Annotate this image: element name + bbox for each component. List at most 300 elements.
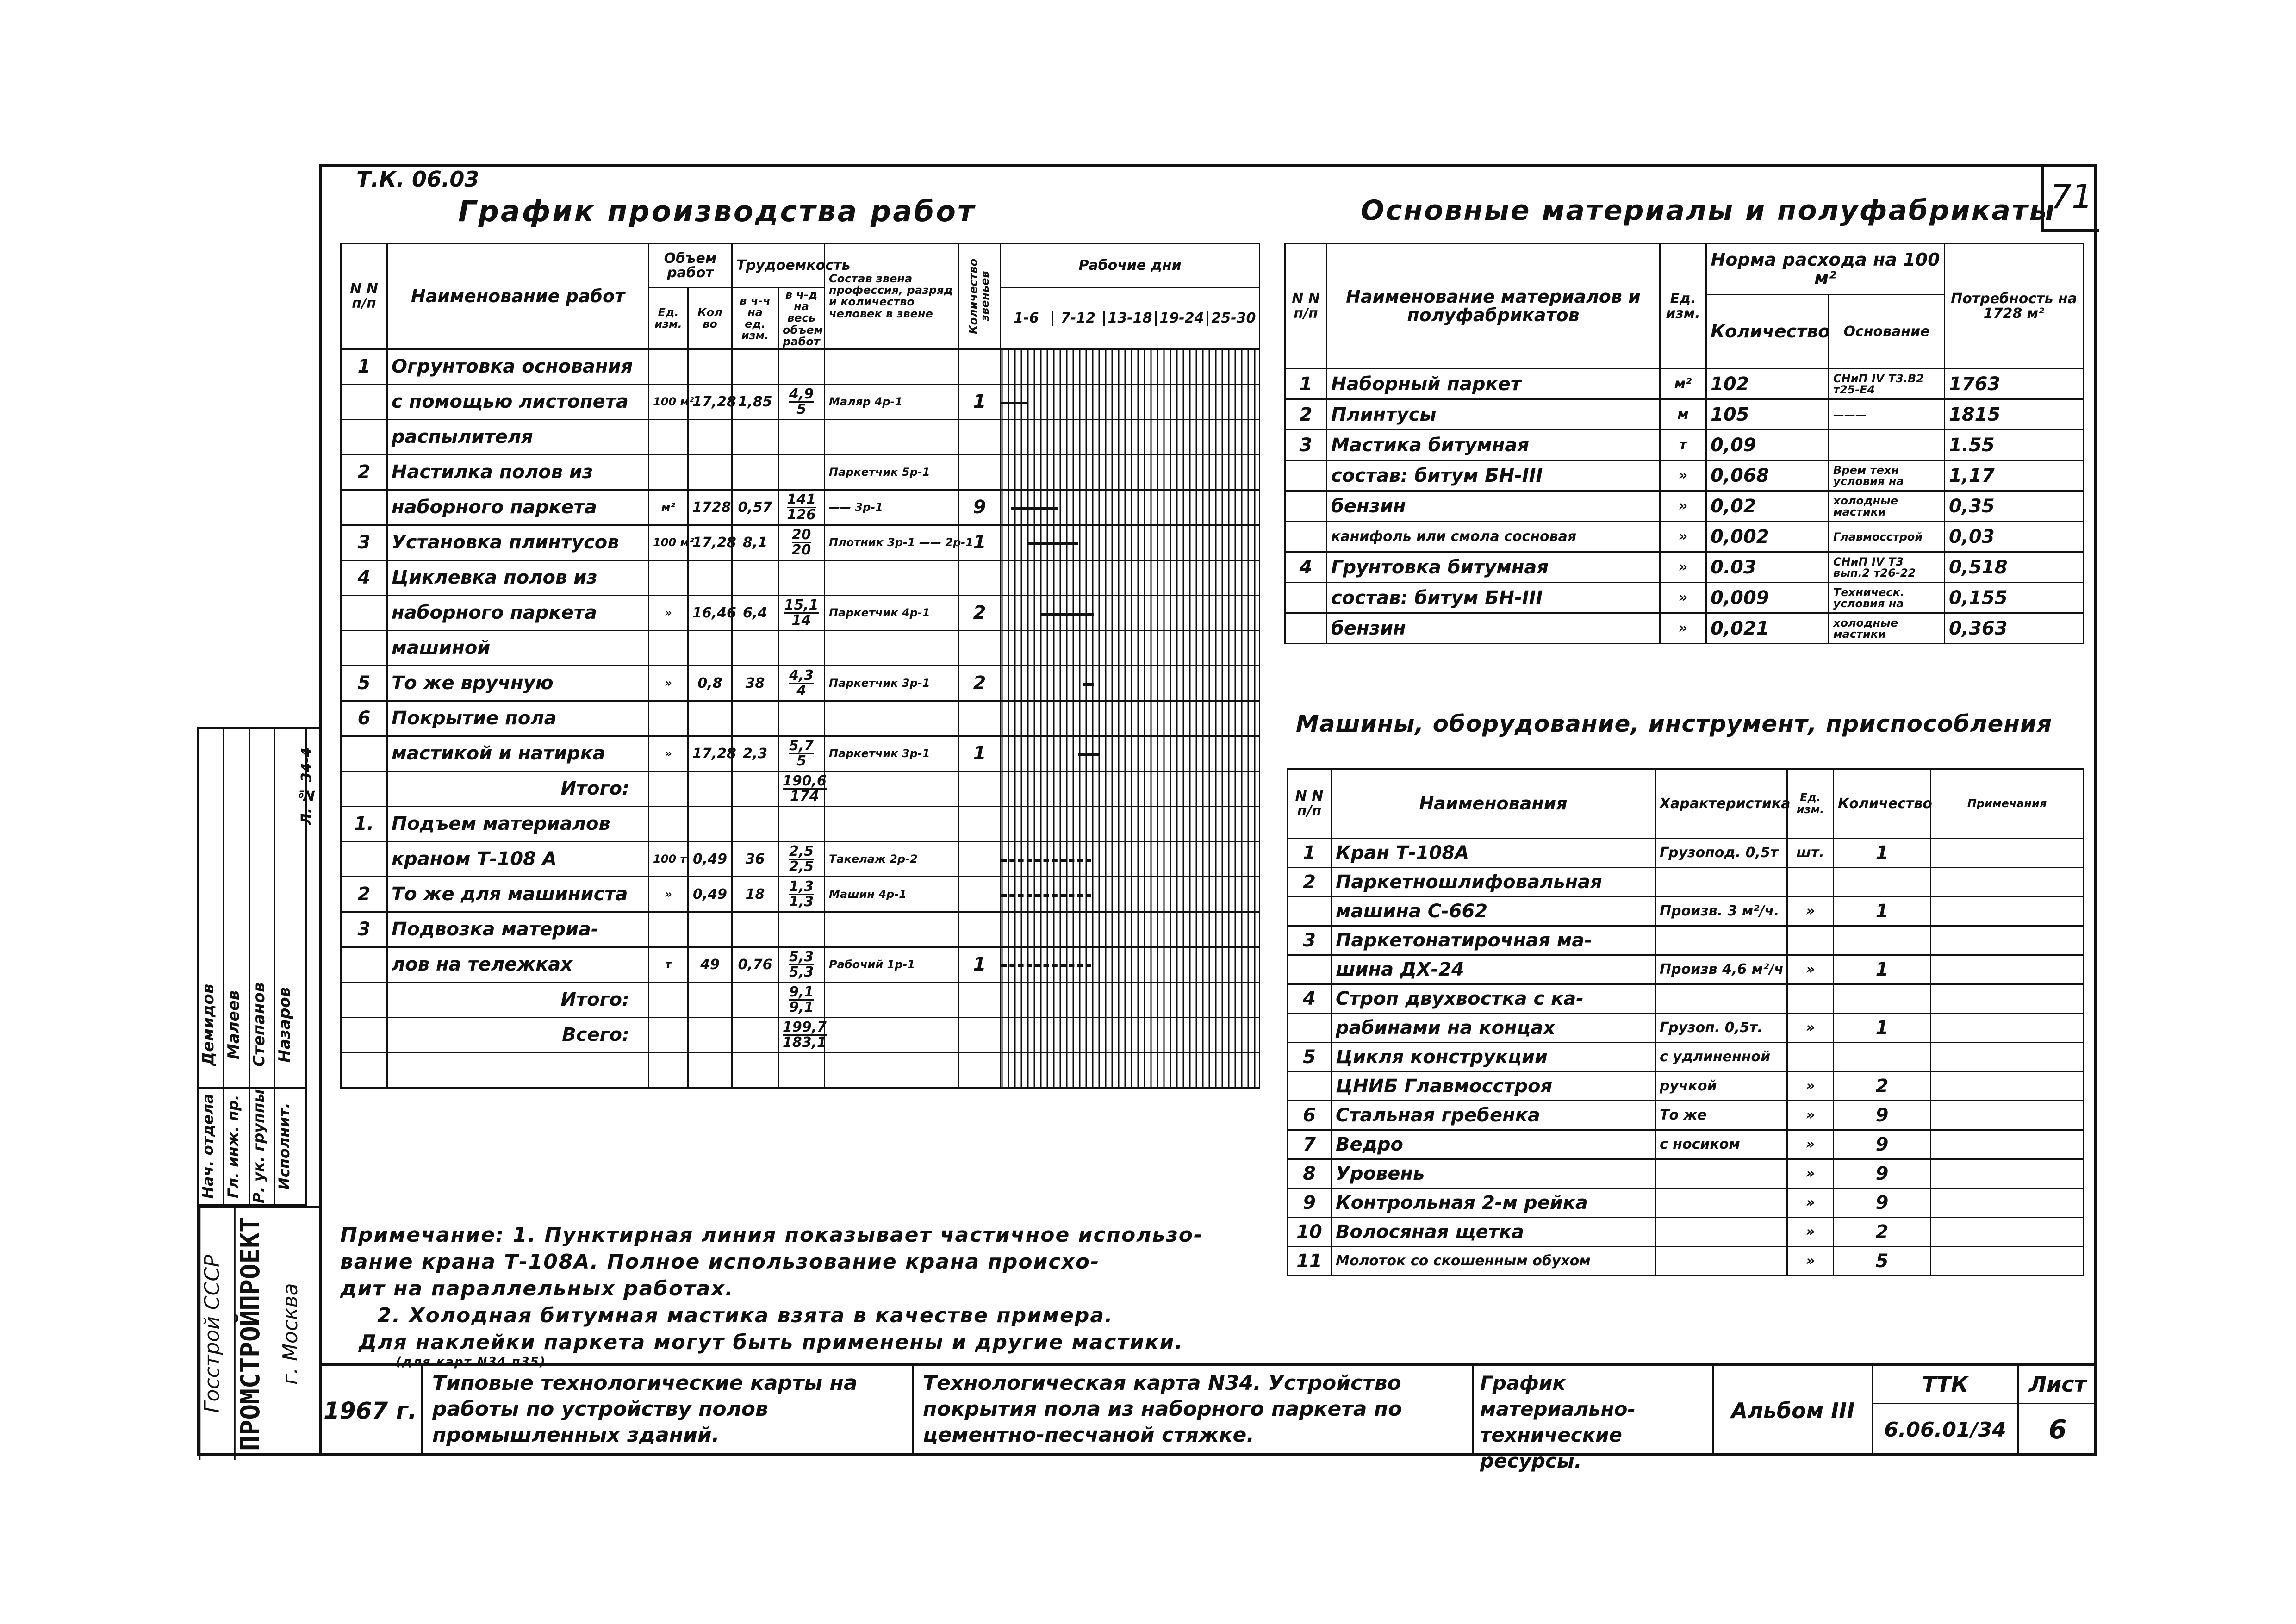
mat-col-name: Наименование материалов и полуфабрикатов <box>1327 244 1660 369</box>
machine-row <box>1288 1218 2084 1247</box>
qty <box>688 806 732 841</box>
row-num <box>341 630 387 666</box>
mach-unit: шт. <box>1787 839 1834 868</box>
note-line-6: (для карт N34 п35) <box>396 1355 546 1369</box>
mat-col-basis: Основание <box>1829 295 1945 369</box>
mach-note <box>1931 839 2084 868</box>
mat-num <box>1285 522 1327 552</box>
labor-total <box>778 912 825 947</box>
unit <box>649 560 688 595</box>
machine-row <box>1288 1130 2084 1159</box>
material-row <box>1285 522 2084 552</box>
labor-unit <box>732 454 778 490</box>
mat-basis: ——— <box>1829 399 1945 430</box>
mach-name: ЦНИБ Главмосстроя <box>1332 1072 1655 1101</box>
day-cells <box>1001 560 1260 595</box>
labor-total <box>778 982 825 1017</box>
crew: —— 3р-1 <box>825 490 959 525</box>
row-num <box>341 982 387 1017</box>
row-num: 2 <box>341 454 387 490</box>
schedule-bar <box>1001 402 1027 404</box>
crews-count: 1 <box>959 736 1001 771</box>
crew <box>825 982 959 1017</box>
labor-fraction <box>789 950 814 979</box>
stamp-signature <box>224 729 249 962</box>
mach-note <box>1931 1043 2084 1072</box>
schedule-body <box>341 349 1260 1088</box>
crews-count <box>959 560 1001 595</box>
labor-unit <box>732 912 778 947</box>
unit <box>649 1017 688 1052</box>
mat-basis: СНиП IV Т3.В2 т25-Е4 <box>1829 369 1945 399</box>
schedule-row <box>341 490 1260 525</box>
crews-count <box>959 982 1001 1017</box>
qty: 0,8 <box>688 666 732 701</box>
unit: » <box>649 595 688 630</box>
crews-count: 2 <box>959 666 1001 701</box>
tb-card: Технологическая карта N34. Устройство покрытия пола из наборного паркета по цементно-песчаной стяжке. <box>914 1366 1474 1456</box>
crews-count: 1 <box>959 525 1001 560</box>
labor-fraction <box>789 880 814 909</box>
mach-unit: » <box>1787 1247 1834 1276</box>
schedule-row <box>341 1052 1260 1088</box>
mach-qty: 1 <box>1834 955 1931 984</box>
tb-ttk <box>1873 1366 2019 1456</box>
unit: » <box>649 666 688 701</box>
labor-actual: 5 <box>796 753 806 769</box>
unit: м² <box>649 490 688 525</box>
labor-unit: 1,85 <box>732 384 778 419</box>
mat-unit: » <box>1660 552 1706 583</box>
mach-unit <box>1787 984 1834 1014</box>
mat-need: 0,03 <box>1945 522 2084 552</box>
qty: 49 <box>688 947 732 982</box>
mach-unit: » <box>1787 1072 1834 1101</box>
crew: Такелаж 2р-2 <box>825 841 959 877</box>
day-cells <box>1001 701 1260 736</box>
machine-row <box>1288 1043 2084 1072</box>
col-crews-count <box>959 244 1001 349</box>
day-cells <box>1001 349 1260 384</box>
crew: Паркетчик 4р-1 <box>825 595 959 630</box>
mat-need: 0,363 <box>1945 613 2084 644</box>
stamp-role: Нач. отдела <box>199 1089 223 1206</box>
mat-unit: » <box>1660 460 1706 491</box>
unit <box>649 349 688 384</box>
labor-total <box>778 454 825 490</box>
work-name: То же вручную <box>387 666 649 701</box>
labor-normative: 1,3 <box>789 878 814 895</box>
unit <box>649 701 688 736</box>
mach-note <box>1931 1014 2084 1043</box>
mach-qty: 9 <box>1834 1159 1931 1188</box>
crew <box>825 1017 959 1052</box>
labor-total <box>778 560 825 595</box>
labor-unit <box>732 771 778 806</box>
col-days: Рабочие дни <box>1001 244 1260 288</box>
labor-unit <box>732 419 778 454</box>
labor-actual: 20 <box>791 541 811 558</box>
mach-name: шина ДХ-24 <box>1332 955 1655 984</box>
labor-total <box>778 771 825 806</box>
mach-char <box>1655 926 1787 955</box>
mach-num: 1 <box>1288 839 1332 868</box>
machine-row <box>1288 868 2084 897</box>
row-num <box>341 771 387 806</box>
machine-row <box>1288 1188 2084 1218</box>
tb-sheet <box>2019 1366 2097 1456</box>
day-cells <box>1001 982 1260 1017</box>
labor-total <box>778 490 825 525</box>
mat-basis: холодные мастики <box>1829 491 1945 522</box>
tb-ttk-code: 6.06.01/34 <box>1884 1418 2006 1442</box>
labor-unit: 6,4 <box>732 595 778 630</box>
mach-note <box>1931 1188 2084 1218</box>
day-cells <box>1001 384 1260 419</box>
mach-unit: » <box>1787 1188 1834 1218</box>
day-cells <box>1001 771 1260 806</box>
tb-series: Типовые технологические карты на работы по устройству полов промышленных зданий. <box>423 1366 914 1456</box>
labor-normative: 4,9 <box>789 386 814 402</box>
labor-fraction <box>792 528 811 557</box>
stamp-signature <box>199 729 223 962</box>
schedule-bar <box>1001 859 1091 862</box>
labor-actual: 183,1 <box>783 1034 827 1051</box>
mach-col-num: N N п/п <box>1288 769 1332 839</box>
mach-name: Строп двухвостка с ка- <box>1332 984 1655 1014</box>
doc-code: Т.К. 06.03 <box>356 167 479 192</box>
labor-unit: 18 <box>732 877 778 912</box>
labor-unit <box>732 1052 778 1088</box>
labor-actual: 9,1 <box>789 999 814 1015</box>
labor-actual: 1,3 <box>789 893 814 910</box>
crew <box>825 806 959 841</box>
row-num <box>341 595 387 630</box>
schedule-row <box>341 947 1260 982</box>
mach-char <box>1655 868 1787 897</box>
crew <box>825 912 959 947</box>
unit <box>649 912 688 947</box>
mat-col-unit: Ед. изм. <box>1660 244 1706 369</box>
labor-fraction <box>789 387 814 417</box>
stamp-role: Исполнит. <box>275 1089 305 1206</box>
crew <box>825 349 959 384</box>
qty <box>688 1052 732 1088</box>
stamp-role: Гл. инж. пр. <box>224 1089 249 1206</box>
labor-normative: 5,7 <box>789 737 814 754</box>
mach-num: 5 <box>1288 1043 1332 1072</box>
labor-total <box>778 701 825 736</box>
material-row <box>1285 399 2084 430</box>
unit: » <box>649 736 688 771</box>
mach-name: Паркетношлифовальная <box>1332 868 1655 897</box>
qty <box>688 454 732 490</box>
labor-unit: 38 <box>732 666 778 701</box>
material-row <box>1285 491 2084 522</box>
unit <box>649 806 688 841</box>
labor-fraction <box>789 739 814 768</box>
labor-total <box>778 806 825 841</box>
mach-num: 10 <box>1288 1218 1332 1247</box>
mat-col-need: Потребность на 1728 м² <box>1945 244 2084 369</box>
row-num: 6 <box>341 701 387 736</box>
mach-name: Кран Т-108А <box>1332 839 1655 868</box>
mat-num: 1 <box>1285 369 1327 399</box>
mach-unit: » <box>1787 1218 1834 1247</box>
mach-qty: 9 <box>1834 1130 1931 1159</box>
mach-unit <box>1787 926 1834 955</box>
work-name: Всего: <box>387 1017 649 1052</box>
machines-body <box>1288 839 2084 1276</box>
mach-num <box>1288 1014 1332 1043</box>
mach-note <box>1931 897 2084 926</box>
col-crew: Состав звена профессия, разряд и количество человек в звене <box>825 244 959 349</box>
mach-name: Молоток со скошенным обухом <box>1332 1247 1655 1276</box>
labor-normative: 4,3 <box>789 667 814 684</box>
labor-normative: 141 <box>787 491 816 508</box>
stamp-signature <box>250 729 274 962</box>
labor-fraction <box>783 1020 827 1050</box>
schedule-row <box>341 1017 1260 1052</box>
mach-note <box>1931 926 2084 955</box>
mach-name: Волосяная щетка <box>1332 1218 1655 1247</box>
day-cells <box>1001 736 1260 771</box>
materials-body <box>1285 369 2084 644</box>
mach-char: ручкой <box>1655 1072 1787 1101</box>
schedule-row <box>341 736 1260 771</box>
crew: Маляр 4р-1 <box>825 384 959 419</box>
labor-unit: 0,76 <box>732 947 778 982</box>
mach-num <box>1288 955 1332 984</box>
mat-num <box>1285 491 1327 522</box>
mach-char <box>1655 984 1787 1014</box>
mat-unit: т <box>1660 430 1706 460</box>
mach-char: с удлиненной <box>1655 1043 1787 1072</box>
labor-total <box>778 666 825 701</box>
mat-col-norm: Норма расхода на 100 м² <box>1706 244 1945 295</box>
mat-need: 1.55 <box>1945 430 2084 460</box>
mach-col-note: Примечания <box>1931 769 2084 839</box>
qty <box>688 419 732 454</box>
labor-fraction <box>789 845 814 874</box>
day-range-labels <box>1001 311 1259 326</box>
col-unit: Ед. изм. <box>649 288 688 349</box>
col-labor: Трудоемкость <box>732 244 825 288</box>
work-name: Установка плинтусов <box>387 525 649 560</box>
machine-row <box>1288 926 2084 955</box>
material-row <box>1285 583 2084 613</box>
machine-row <box>1288 897 2084 926</box>
unit: » <box>649 877 688 912</box>
mat-num <box>1285 613 1327 644</box>
mach-char: Произв. 3 м²/ч. <box>1655 897 1787 926</box>
mach-qty <box>1834 984 1931 1014</box>
mach-col-qty: Количество <box>1834 769 1931 839</box>
mach-qty: 2 <box>1834 1218 1931 1247</box>
day-cells <box>1001 666 1260 701</box>
work-name: лов на тележках <box>387 947 649 982</box>
labor-total <box>778 1052 825 1088</box>
col-num: N N п/п <box>341 244 387 349</box>
work-name: Настилка полов из <box>387 454 649 490</box>
mat-basis: холодные мастики <box>1829 613 1945 644</box>
day-range-label: 7-12 <box>1052 311 1103 326</box>
day-cells <box>1001 490 1260 525</box>
mach-char: То же <box>1655 1101 1787 1130</box>
schedule-row <box>341 666 1260 701</box>
schedule-table <box>340 243 1260 1089</box>
mat-num: 3 <box>1285 430 1327 460</box>
work-name: наборного паркета <box>387 490 649 525</box>
labor-fraction <box>789 669 814 698</box>
mat-qty: 105 <box>1706 399 1829 430</box>
qty <box>688 771 732 806</box>
labor-total <box>778 384 825 419</box>
mat-basis <box>1829 430 1945 460</box>
crew: Паркетчик 3р-1 <box>825 666 959 701</box>
crews-count <box>959 630 1001 666</box>
mach-num <box>1288 897 1332 926</box>
crews-count: 9 <box>959 490 1001 525</box>
mat-basis: СНиП IV Т3 вып.2 т26-22 <box>1829 552 1945 583</box>
material-row <box>1285 613 2084 644</box>
mat-unit: м <box>1660 399 1706 430</box>
tb-sheet-no: 6 <box>2048 1415 2067 1445</box>
day-cells <box>1001 525 1260 560</box>
mach-num <box>1288 1072 1332 1101</box>
qty <box>688 349 732 384</box>
mach-qty: 5 <box>1834 1247 1931 1276</box>
work-name: Итого: <box>387 771 649 806</box>
mach-note <box>1931 1130 2084 1159</box>
qty: 16,46 <box>688 595 732 630</box>
unit <box>649 419 688 454</box>
crew: Паркетчик 3р-1 <box>825 736 959 771</box>
schedule-bar <box>1001 894 1091 897</box>
labor-actual: 126 <box>787 506 816 523</box>
labor-fraction <box>784 598 819 628</box>
labor-unit: 36 <box>732 841 778 877</box>
mach-qty: 1 <box>1834 897 1931 926</box>
mach-qty: 9 <box>1834 1101 1931 1130</box>
labor-normative: 20 <box>791 526 811 543</box>
mach-note <box>1931 868 2084 897</box>
row-num: 5 <box>341 666 387 701</box>
material-row <box>1285 369 2084 399</box>
mach-char: Грузоп. 0,5т. <box>1655 1014 1787 1043</box>
mat-name: состав: битум БН-III <box>1327 583 1660 613</box>
mach-qty <box>1834 926 1931 955</box>
crews-count <box>959 701 1001 736</box>
schedule-row <box>341 560 1260 595</box>
work-name: Итого: <box>387 982 649 1017</box>
day-range-label: 1-6 <box>1014 310 1039 327</box>
mat-qty: 0.03 <box>1706 552 1829 583</box>
day-cells <box>1001 912 1260 947</box>
tb-ttk-label: ТТК <box>1873 1366 2017 1404</box>
mat-name: бензин <box>1327 613 1660 644</box>
mach-name: Цикля конструкции <box>1332 1043 1655 1072</box>
col-day-ranges <box>1001 288 1260 349</box>
schedule-row <box>341 806 1260 841</box>
crews-count <box>959 1052 1001 1088</box>
stamp-rows <box>199 729 319 1206</box>
unit <box>649 454 688 490</box>
col-volume: Объем работ <box>649 244 732 288</box>
day-range-label: 19-24 <box>1155 311 1207 326</box>
qty <box>688 1017 732 1052</box>
crew: Рабочий 1р-1 <box>825 947 959 982</box>
day-cells <box>1001 1017 1260 1052</box>
crews-count <box>959 877 1001 912</box>
mat-name: бензин <box>1327 491 1660 522</box>
machine-row <box>1288 1014 2084 1043</box>
qty: 17,28 <box>688 736 732 771</box>
schedule-bar <box>1083 683 1094 686</box>
schedule-row <box>341 595 1260 630</box>
crews-count <box>959 806 1001 841</box>
labor-actual: 2,5 <box>789 858 814 875</box>
labor-total <box>778 736 825 771</box>
mach-note <box>1931 984 2084 1014</box>
work-name: наборного паркета <box>387 595 649 630</box>
mat-unit: » <box>1660 583 1706 613</box>
mach-qty <box>1834 1043 1931 1072</box>
mat-num <box>1285 583 1327 613</box>
work-name: машиной <box>387 630 649 666</box>
mat-name: состав: битум БН-III <box>1327 460 1660 491</box>
day-cells <box>1001 630 1260 666</box>
crew <box>825 630 959 666</box>
schedule-row <box>341 912 1260 947</box>
work-name: Покрытие пола <box>387 701 649 736</box>
mach-note <box>1931 1159 2084 1188</box>
labor-unit <box>732 630 778 666</box>
material-row <box>1285 460 2084 491</box>
mach-note <box>1931 1218 2084 1247</box>
row-num <box>341 1052 387 1088</box>
mat-name: Наборный паркет <box>1327 369 1660 399</box>
day-range-label: 25-30 <box>1207 311 1259 326</box>
crews-count <box>959 349 1001 384</box>
mach-num: 4 <box>1288 984 1332 1014</box>
row-num <box>341 1017 387 1052</box>
stamp-row <box>224 729 250 1206</box>
qty <box>688 982 732 1017</box>
stamp-row <box>250 729 275 1206</box>
crew: Машин 4р-1 <box>825 877 959 912</box>
schedule-row <box>341 454 1260 490</box>
mat-col-qty: Количество <box>1706 295 1829 369</box>
schedule-bar <box>1001 964 1091 967</box>
mat-col-num: N N п/п <box>1285 244 1327 369</box>
tb-album: Альбом III <box>1714 1366 1873 1456</box>
labor-unit <box>732 349 778 384</box>
tb-sheet-label: Лист <box>2019 1366 2097 1404</box>
labor-total <box>778 525 825 560</box>
labor-unit: 2,3 <box>732 736 778 771</box>
crew <box>825 771 959 806</box>
unit: 100 м² <box>649 525 688 560</box>
stamp-name: Назаров <box>275 962 305 1089</box>
mat-qty: 0,009 <box>1706 583 1829 613</box>
work-name: Огрунтовка основания <box>387 349 649 384</box>
mach-char <box>1655 1218 1787 1247</box>
labor-actual: 4 <box>796 682 806 699</box>
mach-unit <box>1787 868 1834 897</box>
mach-unit: » <box>1787 1130 1834 1159</box>
mat-name: канифоль или смола сосновая <box>1327 522 1660 552</box>
